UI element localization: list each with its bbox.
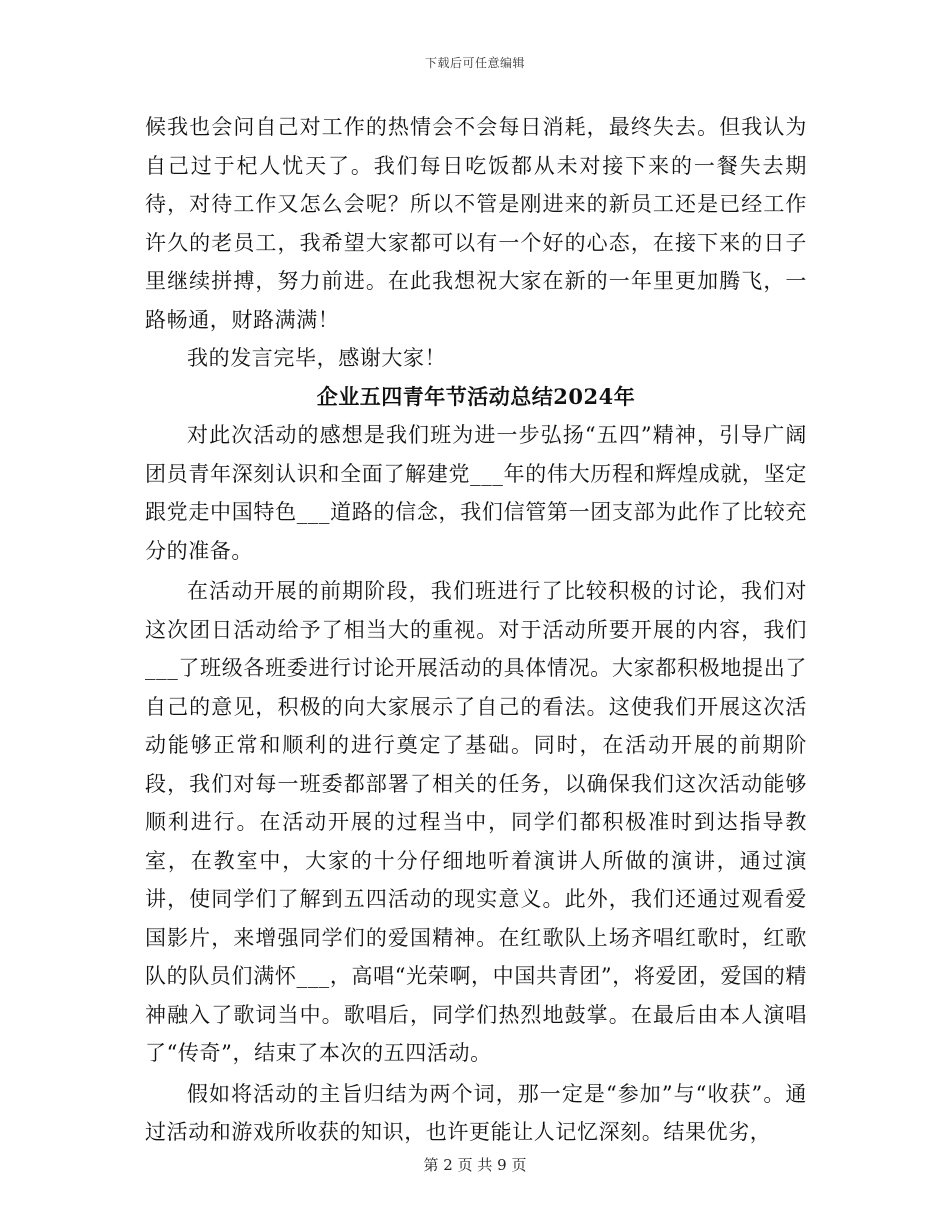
document-body [145, 108, 807, 1152]
section-title: 企业五四青年节活动总结2024年 [316, 383, 636, 409]
page-number: 第 2 页 共 9 页 [423, 1156, 527, 1174]
paragraph-activity-theme: 假如将活动的主旨归结为两个词，那一定是“参加”与“收获”。通过活动和游戏所收获的知识，也许更能让人记忆深刻。结果优劣， [145, 1081, 807, 1144]
paragraph-activity-intro: 对此次活动的感想是我们班为进一步弘扬“五四”精神，引导广阔团员青年深刻认识和全面了解建党___年的伟大历程和辉煌成就，坚定跟党走中国特色___道路的信念，我们信管第一团支部为此作了比较充分的准备。 [145, 423, 807, 563]
paragraph-activity-process: 在活动开展的前期阶段，我们班进行了比较积极的讨论，我们对这次团日活动给予了相当大的重视。对于活动所要开展的内容，我们___了班级各班委进行讨论开展活动的具体情况。大家都积极地提出了自己的意见，积极的向大家展示了自己的看法。这使我们开展这次活动能够正常和顺利的进行奠定了基础。同时，在活动开展的前期阶段，我们对每一班委都部署了相关的任务，以确保我们这次活动能够顺利进行。在活动开展的过程当中，同学们都积极准时到达指导教室，在教室中，大家的十分仔细地听着演讲人所做的演讲，通过演讲，使同学们了解到五四活动的现实意义。此外，我们还通过观看爱国影片，来增强同学们的爱国精神。在红歌队上场齐唱红歌时，红歌队的队员们满怀___，高唱“光荣啊，中国共青团”，将爱团，爱国的精神融入了歌词当中。歌唱后，同学们热烈地鼓掌。在最后由本人演唱了“传奇”，结束了本次的五四活动。 [145, 579, 807, 1065]
page-header-note: 下载后可任意编辑 [424, 56, 525, 70]
paragraph-speech-closing: 候我也会问自己对工作的热情会不会每日消耗，最终失去。但我认为自己过于杞人忧天了。我们每日吃饭都从未对接下来的一餐失去期待，对待工作又怎么会呢？所以不管是刚进来的新员工还是已经工作许久的老员工，我希望大家都可以有一个好的心态，在接下来的日子里继续拼搏，努力前进。在此我想祝大家在新的一年里更加腾飞，一路畅通，财路满满！ [145, 115, 807, 332]
paragraph-thanks: 我的发言完毕，感谢大家！ [187, 346, 447, 370]
